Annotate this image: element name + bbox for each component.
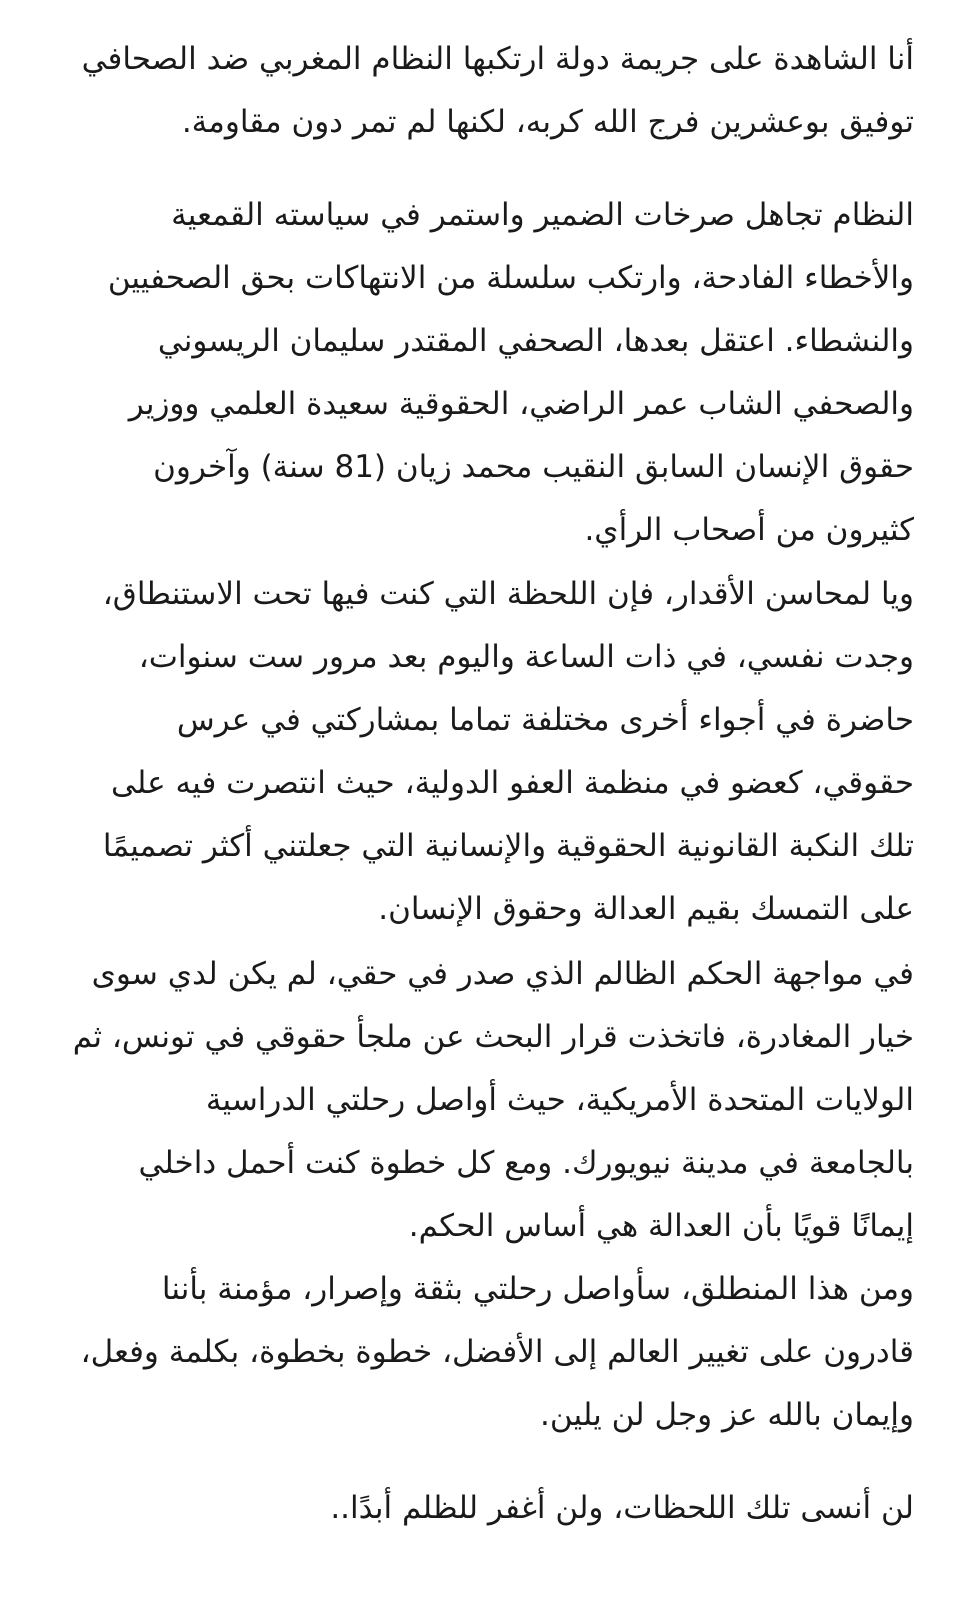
text-line: والنشطاء. اعتقل بعدها، الصحفي المقتدر سليمان الريسوني <box>157 323 914 359</box>
text-line: لن أنسى تلك اللحظات، ولن أغفر للظلم أبدًا.. <box>330 1490 914 1526</box>
text-line: بالجامعة في مدينة نيويورك. ومع كل خطوة كنت أحمل داخلي <box>138 1145 914 1181</box>
text-line: وإيمان بالله عز وجل لن يلين. <box>540 1397 914 1433</box>
paragraph-2 <box>24 184 914 562</box>
text-line: قادرون على تغيير العالم إلى الأفضل، خطوة بخطوة، بكلمة وفعل، <box>80 1334 914 1370</box>
paragraph-3 <box>24 563 914 941</box>
text-line: حاضرة في أجواء أخرى مختلفة تماما بمشاركتي في عرس <box>176 702 914 738</box>
paragraph-4 <box>24 943 914 1258</box>
text-line: ومن هذا المنطلق، سأواصل رحلتي بثقة وإصرار، مؤمنة بأننا <box>161 1271 914 1307</box>
text-line: في مواجهة الحكم الظالم الذي صدر في حقي، لم يكن لدي سوى <box>91 956 914 992</box>
text-line: إيمانًا قويًا بأن العدالة هي أساس الحكم. <box>408 1208 914 1244</box>
text-line: كثيرون من أصحاب الرأي. <box>584 512 914 548</box>
text-line: تلك النكبة القانونية الحقوقية والإنسانية التي جعلتني أكثر تصميمًا <box>102 828 914 864</box>
text-line: والصحفي الشاب عمر الراضي، الحقوقية سعيدة العلمي ووزير <box>128 386 914 422</box>
text-line: الولايات المتحدة الأمريكية، حيث أواصل رحلتي الدراسية <box>205 1082 914 1118</box>
text-line: النظام تجاهل صرخات الضمير واستمر في سياسته القمعية <box>171 197 914 233</box>
text-line: ويا لمحاسن الأقدار، فإن اللحظة التي كنت فيها تحت الاستنطاق، <box>102 576 914 612</box>
paragraph-1 <box>24 28 914 154</box>
text-line: خيار المغادرة، فاتخذت قرار البحث عن ملجأ حقوقي في تونس، ثم <box>72 1019 914 1055</box>
text-line: حقوقي، كعضو في منظمة العفو الدولية، حيث انتصرت فيه على <box>111 765 914 801</box>
text-line: حقوق الإنسان السابق النقيب محمد زيان (81 سنة) وآخرون <box>153 449 914 485</box>
text-line: توفيق بوعشرين فرج الله كربه، لكنها لم تمر دون مقاومة. <box>181 104 914 140</box>
text-line: على التمسك بقيم العدالة وحقوق الإنسان. <box>378 891 914 927</box>
paragraph-5 <box>24 1258 914 1447</box>
text-line: وجدت نفسي، في ذات الساعة واليوم بعد مرور ست سنوات، <box>138 639 914 675</box>
text-line: أنا الشاهدة على جريمة دولة ارتكبها النظام المغربي ضد الصحافي <box>81 41 914 77</box>
text-line: والأخطاء الفادحة، وارتكب سلسلة من الانتهاكات بحق الصحفيين <box>107 260 914 296</box>
paragraph-6 <box>24 1477 914 1540</box>
